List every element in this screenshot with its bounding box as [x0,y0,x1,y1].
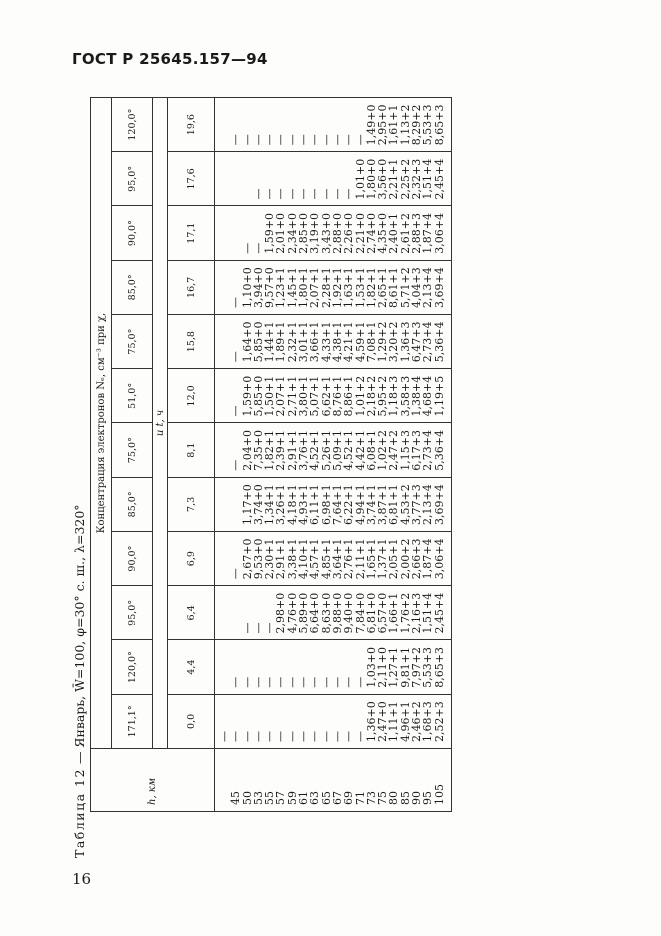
chi-cell: 85,0° [112,260,153,314]
concentration-value: 5,85+0 [251,375,265,417]
concentration-value: — [251,676,265,688]
concentration-value: 4,18+1 [285,484,299,525]
concentration-value: 5,36+4 [432,430,446,471]
concentration-value: 2,73+4 [421,430,435,471]
concentration-value: 4,35+0 [376,213,390,254]
concentration-value: 5,89+0 [297,592,311,634]
concentration-value: 4,76+0 [285,592,299,634]
concentration-value: 2,18+2 [364,375,378,417]
concentration-value: 2,07+1 [274,375,288,417]
concentration-value: 1,89+1 [274,321,288,363]
concentration-value: — [353,676,367,688]
concentration-column [215,206,452,260]
concentration-value: 1,01+2 [353,375,367,417]
document-header-code: ГОСТ Р 25645.157—94 [72,50,268,68]
concentration-value: — [319,676,333,688]
concentration-value: 2,01+0 [274,213,288,254]
concentration-value: 2,26+0 [342,213,356,254]
concentration-value: — [353,134,367,146]
height-value: 59 [285,791,299,805]
concentration-column [215,532,452,586]
concentration-value: — [297,188,311,200]
concentration-value: — [251,188,265,200]
concentration-value: — [229,568,243,580]
concentration-column [215,423,452,477]
concentration-value: 3,20+2 [387,321,401,363]
concentration-value: 8,61+1 [387,267,401,308]
concentration-value: 2,16+3 [410,592,424,634]
concentration-value: 2,32+3 [410,158,424,200]
concentration-value: 2,91+1 [274,538,288,580]
concentration-value: 4,04+3 [410,267,424,308]
concentration-value: 4,33+1 [319,321,333,363]
concentration-value: 9,57+0 [263,267,277,308]
concentration-value: 2,61+2 [398,213,412,254]
local-time-row [168,98,215,812]
concentration-header: Концентрация электронов Nₑ, см⁻³ при χ, [91,98,112,749]
concentration-value: 2,88+0 [330,213,344,254]
concentration-value: — [353,731,367,742]
concentration-value: 2,11+1 [353,538,367,580]
concentration-value: — [308,676,322,688]
concentration-value: 2,74+0 [364,213,378,254]
table-caption-text: — Январь, W̄=100, φ=30° с. ш., λ=320° [72,504,87,769]
concentration-value: 7,08+1 [364,321,378,363]
concentration-value: 2,13+4 [421,484,435,525]
local-time-cell: 4,4 [168,640,215,694]
concentration-value: — [218,731,231,742]
concentration-value: 1,27+1 [387,647,401,688]
concentration-value: 1,44+1 [263,321,277,363]
concentration-value: 4,21+1 [342,321,356,363]
concentration-value: — [308,134,322,146]
concentration-value: 6,57+0 [376,592,390,634]
concentration-value: 2,65+1 [376,267,390,308]
concentration-value: 4,94+1 [353,484,367,525]
concentration-value: 1,68+3 [421,701,435,742]
chi-cell: 90,0° [112,532,153,586]
concentration-value: 2,95+0 [376,104,390,146]
concentration-value: 3,69+4 [432,267,446,308]
concentration-value: 5,53+3 [421,104,435,146]
concentration-value: 2,71+1 [285,375,299,417]
height-value: 95 [421,791,435,805]
concentration-value: 5,95+2 [376,375,390,417]
concentration-value: 3,80+1 [297,375,311,417]
concentration-value: 1,18+3 [387,375,401,417]
concentration-value: — [297,676,311,688]
concentration-value: 4,96+1 [398,701,412,742]
concentration-value: 1,76+2 [398,592,412,634]
concentration-value: 1,80+0 [364,158,378,200]
concentration-value: 1,01+0 [353,158,367,200]
concentration-value: — [342,731,356,742]
concentration-value: 6,08+1 [364,430,378,471]
concentration-value: 1,92+1 [330,267,344,308]
concentration-value: — [319,134,333,146]
concentration-value: 1,59+0 [240,375,254,417]
concentration-value: 4,68+4 [421,375,435,417]
concentration-column [215,315,452,369]
concentration-value: 1,64+0 [240,321,254,363]
concentration-value: — [342,134,356,146]
concentration-value: 3,69+4 [432,484,446,525]
concentration-value: 9,53+0 [251,538,265,580]
concentration-value: 1,36+0 [364,701,378,742]
concentration-value: 1,34+1 [263,484,277,525]
concentration-value: 2,00+2 [398,538,412,580]
concentration-value: 1,61+1 [387,104,401,146]
concentration-value: 4,10+1 [297,538,311,580]
height-value: 75 [376,791,390,805]
concentration-value: — [229,405,243,417]
concentration-value: 2,47+0 [376,701,390,742]
concentration-value: 2,85+0 [297,213,311,254]
concentration-value: 4,85+1 [319,538,333,580]
concentration-value: 1,10+0 [240,267,254,308]
concentration-value: — [297,134,311,146]
concentration-value: 9,81+1 [398,647,412,688]
concentration-value: 4,53+2 [398,484,412,525]
chi-cell: 75,0° [112,315,153,369]
concentration-value: 3,56+0 [376,158,390,200]
concentration-value: 3,87+1 [376,484,390,525]
concentration-value: 2,39+1 [274,430,288,471]
local-time-cell: 0,0 [168,694,215,748]
concentration-value: 2,32+1 [285,321,299,363]
concentration-value: — [240,242,254,254]
concentration-value: 1,17+0 [240,484,254,525]
concentration-value: 2,07+1 [308,267,322,308]
concentration-value: — [308,731,322,742]
concentration-value: — [285,134,299,146]
local-time-cell: 12,0 [168,369,215,423]
concentration-value: 3,43+0 [319,213,333,254]
concentration-value: — [251,622,265,634]
concentration-value: — [240,134,254,146]
height-value: 57 [274,791,288,805]
concentration-value: — [263,731,277,742]
concentration-value: 7,64+1 [330,484,344,525]
concentration-value: 3,76+1 [297,430,311,471]
concentration-value: 4,93+1 [297,484,311,525]
concentration-value: — [285,731,299,742]
concentration-value: 1,03+0 [364,647,378,688]
concentration-value: — [330,676,344,688]
concentration-value: 6,98+1 [319,484,333,525]
concentration-value: 3,74+1 [364,484,378,525]
concentration-value: 2,30+1 [263,538,277,580]
concentration-value: 5,07+1 [308,375,322,417]
local-time-cell: 17,6 [168,152,215,206]
height-value: 55 [263,791,277,805]
height-value: 63 [308,791,322,805]
local-time-cell: 16,7 [168,260,215,314]
concentration-value: 2,45+4 [432,158,446,200]
concentration-value: 2,21+1 [387,158,401,200]
concentration-value: 1,38+4 [410,375,424,417]
concentration-value: 1,49+0 [364,104,378,146]
concentration-value: 2,25+2 [398,158,412,200]
concentration-value: 1,51+4 [421,158,435,200]
concentration-column [215,260,452,314]
local-time-cell: 19,6 [168,98,215,152]
concentration-value: 9,88+0 [330,592,344,634]
concentration-value: — [297,731,311,742]
concentration-value: — [342,188,356,200]
concentration-value: 1,45+1 [285,267,299,308]
concentration-value: 2,13+4 [421,267,435,308]
height-value: 45 [229,791,243,805]
concentration-value: 1,87+4 [421,538,435,580]
height-value: 65 [319,791,333,805]
concentration-value: 6,62+1 [319,375,333,417]
local-time-cell: 7,3 [168,477,215,531]
concentration-value: 2,28+1 [319,267,333,308]
concentration-value: — [330,188,344,200]
concentration-value: 6,22+1 [342,484,356,525]
concentration-value: 2,40+1 [387,213,401,254]
concentration-value: — [263,134,277,146]
concentration-value: 6,64+0 [308,592,322,634]
concentration-value: 3,94+0 [251,267,265,308]
concentration-value: 1,23+1 [274,267,288,308]
page-number: 16 [72,870,92,888]
concentration-column [215,640,452,694]
concentration-value: — [251,134,265,146]
concentration-value: 5,85+0 [251,321,265,363]
concentration-value: 7,84+0 [353,592,367,634]
concentration-value: 2,52+3 [432,701,446,742]
chi-cell: 95,0° [112,152,153,206]
concentration-value: 8,65+3 [432,104,446,146]
concentration-value: 5,53+3 [421,647,435,688]
concentration-value: 1,53+1 [353,267,367,308]
concentration-value: 3,74+0 [251,484,265,525]
concentration-value: 8,29+2 [410,104,424,146]
height-value: 90 [410,791,424,805]
concentration-value: — [229,676,243,688]
concentration-value: 4,59+1 [353,321,367,363]
concentration-column [215,369,452,423]
concentration-value: — [308,188,322,200]
concentration-value: — [263,676,277,688]
concentration-value: — [229,134,243,146]
concentration-value: 2,76+1 [342,538,356,580]
concentration-value: — [319,188,333,200]
concentration-value: — [240,676,254,688]
concentration-value: 1,37+1 [376,538,390,580]
concentration-value: 3,64+1 [330,538,344,580]
concentration-value: — [229,731,243,742]
concentration-value: 1,66+1 [387,592,401,634]
height-value: 85 [398,791,412,805]
concentration-value: 6,81+0 [364,592,378,634]
table-caption [70,90,90,860]
local-time-header: и t, ч [153,98,168,749]
concentration-value: — [240,622,254,634]
chi-cell: 75,0° [112,423,153,477]
concentration-value: 3,19+0 [308,213,322,254]
concentration-value: — [229,297,243,308]
concentration-value: 6,81+1 [387,484,401,525]
concentration-value: — [285,676,299,688]
concentration-value: 8,63+0 [319,592,333,634]
concentration-value: — [263,622,277,634]
concentration-value: 2,88+3 [410,213,424,254]
concentration-value: — [274,676,288,688]
local-time-cell: 6,4 [168,586,215,640]
concentration-value: 1,59+0 [263,213,277,254]
concentration-value: — [330,731,344,742]
concentration-value: 4,42+1 [353,430,367,471]
concentration-value: 1,50+1 [263,375,277,417]
table-data-row [215,98,452,812]
concentration-value: — [240,731,254,742]
concentration-value: 2,66+3 [410,538,424,580]
concentration-value: 5,71+2 [398,267,412,308]
chi-cell: 90,0° [112,206,153,260]
concentration-column [215,586,452,640]
concentration-value: 8,86+1 [342,375,356,417]
concentration-value: 1,80+1 [297,267,311,308]
local-time-cell: 8,1 [168,423,215,477]
concentration-value: 1,36+3 [398,321,412,363]
concentration-value: 1,63+1 [342,267,356,308]
concentration-value: 2,91+1 [285,430,299,471]
concentration-value: 2,34+0 [285,213,299,254]
concentration-value: 3,01+1 [297,321,311,363]
concentration-value: 3,06+4 [432,538,446,580]
concentration-value: 2,04+0 [240,430,254,471]
concentration-value: 2,05+1 [387,538,401,580]
concentration-value: 1,82+1 [364,267,378,308]
concentration-value: 8,65+3 [432,647,446,688]
concentration-column [215,694,452,748]
height-column [215,749,452,812]
concentration-value: — [285,188,299,200]
concentration-value: — [319,731,333,742]
concentration-value: 1,11+1 [387,701,401,742]
concentration-value: 6,11+1 [308,484,322,525]
concentration-value: 2,45+4 [432,592,446,634]
concentration-value: 5,09+1 [330,430,344,471]
concentration-value: 9,40+0 [342,592,356,634]
height-value: 105 [432,784,446,805]
concentration-value: — [274,731,288,742]
local-time-cell: 6,9 [168,532,215,586]
concentration-value: 2,73+4 [421,321,435,363]
concentration-value: 1,65+1 [364,538,378,580]
rotated-table-block [70,90,630,860]
height-value: 53 [251,791,265,805]
concentration-value: — [330,134,344,146]
concentration-value: 8,76+1 [330,375,344,417]
local-time-cell: 17,1 [168,206,215,260]
concentration-value: 3,26+1 [274,484,288,525]
height-value: 69 [342,791,356,805]
concentration-value: 3,77+3 [410,484,424,525]
concentration-value: 6,47+3 [410,321,424,363]
concentration-value: — [251,731,265,742]
concentration-value: — [274,134,288,146]
concentration-value: — [229,459,243,471]
electron-concentration-table [90,97,452,812]
height-header: h, км [91,749,215,812]
concentration-value: 3,66+1 [308,321,322,363]
local-time-cell: 15,8 [168,315,215,369]
concentration-column [215,98,452,152]
concentration-value: 3,58+3 [398,375,412,417]
concentration-value: 2,67+0 [240,538,254,580]
concentration-value: 1,29+2 [376,321,390,363]
concentration-column [215,477,452,531]
concentration-value: — [342,676,356,688]
height-value: 71 [353,791,367,805]
concentration-value: 4,38+1 [330,321,344,363]
height-value: 73 [364,791,378,805]
concentration-value: 1,82+1 [263,430,277,471]
height-value: 80 [387,791,401,805]
table-caption-label: Таблица 12 [72,768,87,858]
concentration-value: 4,52+1 [342,430,356,471]
chi-cell: 85,0° [112,477,153,531]
concentration-value: 7,35+0 [251,430,265,471]
concentration-column [215,152,452,206]
concentration-value: 1,13+2 [398,104,412,146]
concentration-value: — [229,351,243,363]
concentration-value: — [263,188,277,200]
concentration-value: 2,47+2 [387,430,401,471]
concentration-value: 1,19+5 [432,375,446,417]
concentration-value: 1,87+4 [421,213,435,254]
concentration-value: 6,17+3 [410,430,424,471]
concentration-value: 5,36+4 [432,321,446,363]
concentration-value: 2,21+0 [353,213,367,254]
concentration-value: 5,26+1 [319,430,333,471]
concentration-value: 1,02+2 [376,430,390,471]
height-value: 61 [297,791,311,805]
concentration-value: 4,52+1 [308,430,322,471]
chi-header-row [112,98,153,812]
concentration-value: 1,51+4 [421,592,435,634]
chi-cell: 171,1° [112,694,153,748]
height-value: 50 [240,791,254,805]
chi-cell: 95,0° [112,586,153,640]
concentration-value: 3,38+1 [285,538,299,580]
concentration-value: 3,06+4 [432,213,446,254]
chi-cell: 120,0° [112,98,153,152]
height-value: 67 [330,791,344,805]
concentration-value: 7,97+2 [410,647,424,688]
concentration-value: — [251,242,265,254]
concentration-value: 2,46+2 [410,701,424,742]
concentration-value: 2,11+0 [376,647,390,688]
concentration-value: 1,15+3 [398,430,412,471]
concentration-value: 2,98+0 [274,592,288,634]
concentration-value: 4,57+1 [308,538,322,580]
chi-cell: 51,0° [112,369,153,423]
concentration-value: — [274,188,288,200]
chi-cell: 120,0° [112,640,153,694]
